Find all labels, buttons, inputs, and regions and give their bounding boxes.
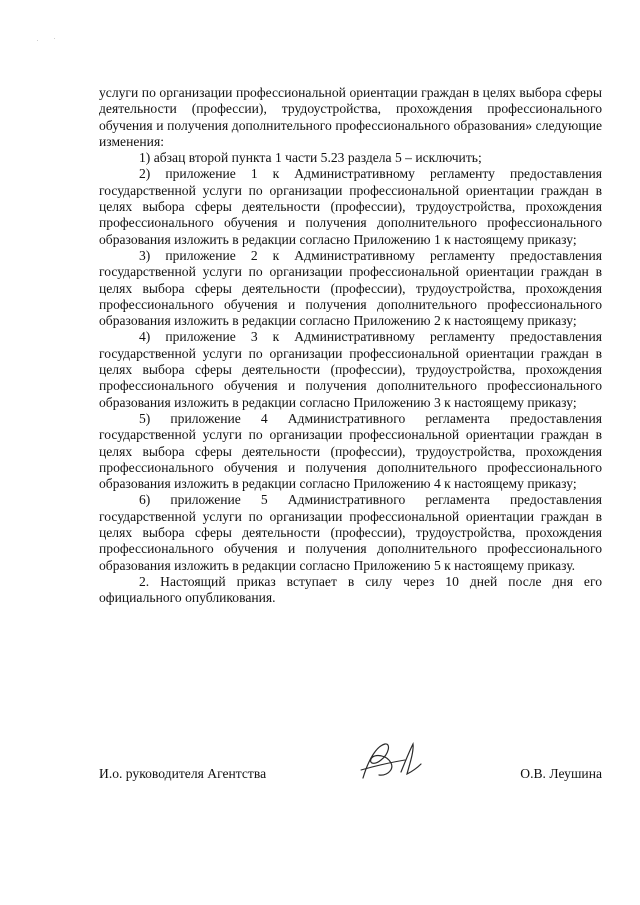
body-paragraph: 5) приложение 4 Административного регламента предоставления государственной услуги по организации профессиональной ориентации граждан в целях выбора сферы деятельности (профессии), трудоустройства, прохождения профессионального обучения и получения дополнительного профессионального образования изложить в редакции согласно Приложению 4 к настоящему приказу;: [99, 410, 602, 492]
handwritten-signature: [355, 738, 433, 786]
signer-position: И.о. руководителя Агентства: [99, 766, 267, 781]
body-paragraph: 4) приложение 3 к Административному регламенту предоставления государственной услуги по организации профессиональной ориентации граждан в целях выбора сферы деятельности (профессии), трудоустройства, прохождения профессионального обучения и получения дополнительного профессионального образования изложить в редакции согласно Приложению 3 к настоящему приказу;: [99, 329, 602, 410]
body-paragraph: 6) приложение 5 Административного регламента предоставления государственной услуги по организации профессиональной ориентации граждан в целях выбора сферы деятельности (профессии), трудоустройства, прохождения профессионального обучения и получения дополнительного профессионального образования изложить в редакции согласно Приложению 5 к настоящему приказу.: [99, 492, 602, 573]
scan-speck: [37, 40, 38, 41]
body-paragraph: 3) приложение 2 к Административному регламенту предоставления государственной услуги по организации профессиональной ориентации граждан в целях выбора сферы деятельности (профессии), трудоустройства, прохождения профессионального обучения и получения дополнительного профессионального образования изложить в редакции согласно Приложению 2 к настоящему приказу;: [99, 247, 602, 329]
body-paragraph: услуги по организации профессиональной ориентации граждан в целях выбора сферы деятельности (профессии), трудоустройства, прохождения профессионального обучения и получения дополнительного профессионального образования» следующие изменения:: [99, 85, 602, 149]
signer-name: О.В. Леушина: [520, 766, 602, 781]
body-paragraph: 2. Настоящий приказ вступает в силу через 10 дней после дня его официального опубликования.: [99, 573, 602, 606]
body-paragraph: 1) абзац второй пункта 1 части 5.23 раздела 5 – исключить;: [139, 150, 482, 166]
document-body: [99, 85, 602, 607]
body-paragraph: 2) приложение 1 к Административному регламенту предоставления государственной услуги по организации профессиональной ориентации граждан в целях выбора сферы деятельности (профессии), трудоустройства, прохождения профессионального обучения и получения дополнительного профессионального образования изложить в редакции согласно Приложению 1 к настоящему приказу;: [99, 166, 602, 247]
scan-speck: [54, 38, 55, 39]
